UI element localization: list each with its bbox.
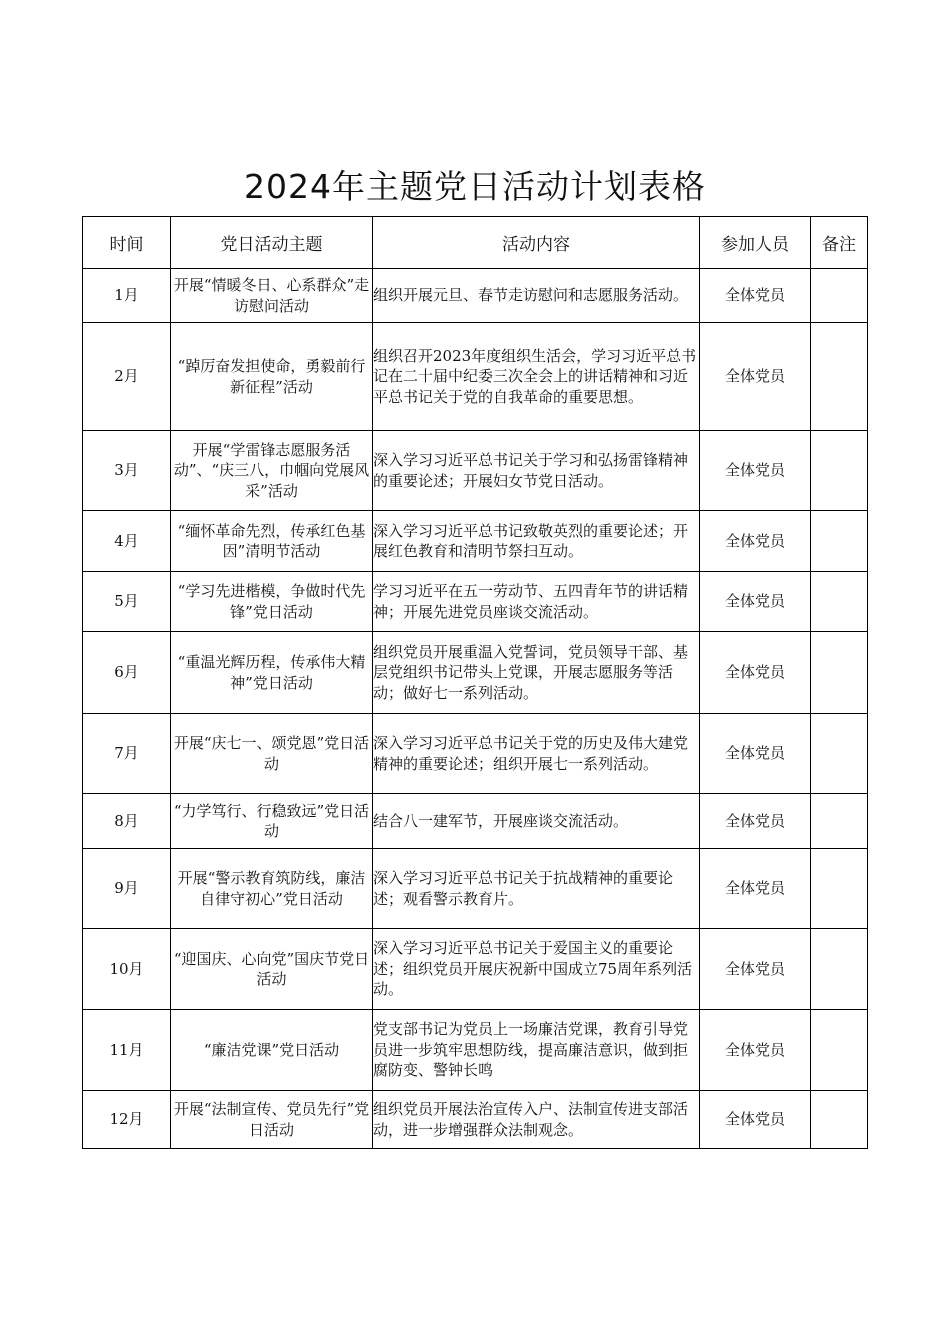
cell-people: 全体党员 bbox=[700, 431, 811, 511]
cell-theme: 开展“法制宣传、党员先行”党日活动 bbox=[171, 1091, 373, 1149]
cell-time: 7月 bbox=[83, 714, 171, 794]
cell-time: 1月 bbox=[83, 269, 171, 323]
table-row bbox=[83, 794, 868, 849]
cell-people: 全体党员 bbox=[700, 269, 811, 323]
cell-time: 9月 bbox=[83, 849, 171, 929]
cell-people: 全体党员 bbox=[700, 794, 811, 849]
page-title: 2024年主题党日活动计划表格 bbox=[244, 167, 706, 206]
cell-theme: “力学笃行、行稳致远”党日活动 bbox=[171, 794, 373, 849]
cell-note bbox=[811, 323, 868, 431]
cell-theme: 开展“警示教育筑防线，廉洁自律守初心”党日活动 bbox=[171, 849, 373, 929]
cell-time: 11月 bbox=[83, 1010, 171, 1091]
cell-time: 12月 bbox=[83, 1091, 171, 1149]
cell-content: 学习习近平在五一劳动节、五四青年节的讲话精神；开展先进党员座谈交流活动。 bbox=[373, 572, 700, 632]
cell-content: 组织党员开展法治宣传入户、法制宣传进支部活动，进一步增强群众法制观念。 bbox=[373, 1091, 700, 1149]
table-row bbox=[83, 572, 868, 632]
cell-theme: “廉洁党课”党日活动 bbox=[171, 1010, 373, 1091]
cell-time: 4月 bbox=[83, 511, 171, 572]
table-row bbox=[83, 1091, 868, 1149]
cell-note bbox=[811, 269, 868, 323]
table-row bbox=[83, 632, 868, 714]
cell-content: 深入学习习近平总书记致敬英烈的重要论述；开展红色教育和清明节祭扫互动。 bbox=[373, 511, 700, 572]
table-row bbox=[83, 714, 868, 794]
cell-content: 结合八一建军节，开展座谈交流活动。 bbox=[373, 794, 700, 849]
cell-theme: “迎国庆、心向党”国庆节党日活动 bbox=[171, 929, 373, 1010]
cell-note bbox=[811, 511, 868, 572]
cell-theme: 开展“情暖冬日、心系群众”走访慰问活动 bbox=[171, 269, 373, 323]
cell-time: 10月 bbox=[83, 929, 171, 1010]
cell-theme: 开展“学雷锋志愿服务活动”、“庆三八，巾帼向党展风采”活动 bbox=[171, 431, 373, 511]
cell-note bbox=[811, 431, 868, 511]
cell-people: 全体党员 bbox=[700, 849, 811, 929]
cell-note bbox=[811, 632, 868, 714]
cell-note bbox=[811, 1091, 868, 1149]
header-people: 参加人员 bbox=[700, 217, 811, 269]
cell-content: 深入学习习近平总书记关于党的历史及伟大建党精神的重要论述；组织开展七一系列活动。 bbox=[373, 714, 700, 794]
header-content: 活动内容 bbox=[373, 217, 700, 269]
cell-content: 组织开展元旦、春节走访慰问和志愿服务活动。 bbox=[373, 269, 700, 323]
cell-people: 全体党员 bbox=[700, 1091, 811, 1149]
header-theme: 党日活动主题 bbox=[171, 217, 373, 269]
cell-note bbox=[811, 929, 868, 1010]
cell-note bbox=[811, 1010, 868, 1091]
table-row bbox=[83, 511, 868, 572]
cell-people: 全体党员 bbox=[700, 511, 811, 572]
table-row bbox=[83, 323, 868, 431]
table-header-row bbox=[83, 217, 868, 269]
cell-note bbox=[811, 794, 868, 849]
cell-people: 全体党员 bbox=[700, 1010, 811, 1091]
cell-time: 5月 bbox=[83, 572, 171, 632]
cell-note bbox=[811, 849, 868, 929]
table-row bbox=[83, 431, 868, 511]
cell-people: 全体党员 bbox=[700, 632, 811, 714]
table-row bbox=[83, 929, 868, 1010]
header-note: 备注 bbox=[811, 217, 868, 269]
cell-content: 深入学习习近平总书记关于学习和弘扬雷锋精神的重要论述；开展妇女节党日活动。 bbox=[373, 431, 700, 511]
cell-people: 全体党员 bbox=[700, 572, 811, 632]
cell-content: 深入学习习近平总书记关于爱国主义的重要论述；组织党员开展庆祝新中国成立75周年系列活动。 bbox=[373, 929, 700, 1010]
cell-content: 组织党员开展重温入党誓词，党员领导干部、基层党组织书记带头上党课，开展志愿服务等活动；做好七一系列活动。 bbox=[373, 632, 700, 714]
cell-time: 8月 bbox=[83, 794, 171, 849]
cell-content: 党支部书记为党员上一场廉洁党课，教育引导党员进一步筑牢思想防线，提高廉洁意识，做到拒腐防变、警钟长鸣 bbox=[373, 1010, 700, 1091]
table-row bbox=[83, 269, 868, 323]
cell-time: 3月 bbox=[83, 431, 171, 511]
table-row bbox=[83, 849, 868, 929]
table-row bbox=[83, 1010, 868, 1091]
cell-theme: “重温光辉历程，传承伟大精神”党日活动 bbox=[171, 632, 373, 714]
cell-content: 组织召开2023年度组织生活会，学习习近平总书记在二十届中纪委三次全会上的讲话精神和习近平总书记关于党的自我革命的重要思想。 bbox=[373, 323, 700, 431]
cell-people: 全体党员 bbox=[700, 714, 811, 794]
header-time: 时间 bbox=[83, 217, 171, 269]
cell-note bbox=[811, 714, 868, 794]
cell-note bbox=[811, 572, 868, 632]
cell-people: 全体党员 bbox=[700, 929, 811, 1010]
cell-people: 全体党员 bbox=[700, 323, 811, 431]
cell-content: 深入学习习近平总书记关于抗战精神的重要论述；观看警示教育片。 bbox=[373, 849, 700, 929]
activity-plan-table bbox=[82, 216, 868, 1149]
cell-time: 2月 bbox=[83, 323, 171, 431]
cell-time: 6月 bbox=[83, 632, 171, 714]
cell-theme: “踔厉奋发担使命，勇毅前行新征程”活动 bbox=[171, 323, 373, 431]
cell-theme: “学习先进楷模，争做时代先锋”党日活动 bbox=[171, 572, 373, 632]
cell-theme: “缅怀革命先烈，传承红色基因”清明节活动 bbox=[171, 511, 373, 572]
cell-theme: 开展“庆七一、颂党恩”党日活动 bbox=[171, 714, 373, 794]
